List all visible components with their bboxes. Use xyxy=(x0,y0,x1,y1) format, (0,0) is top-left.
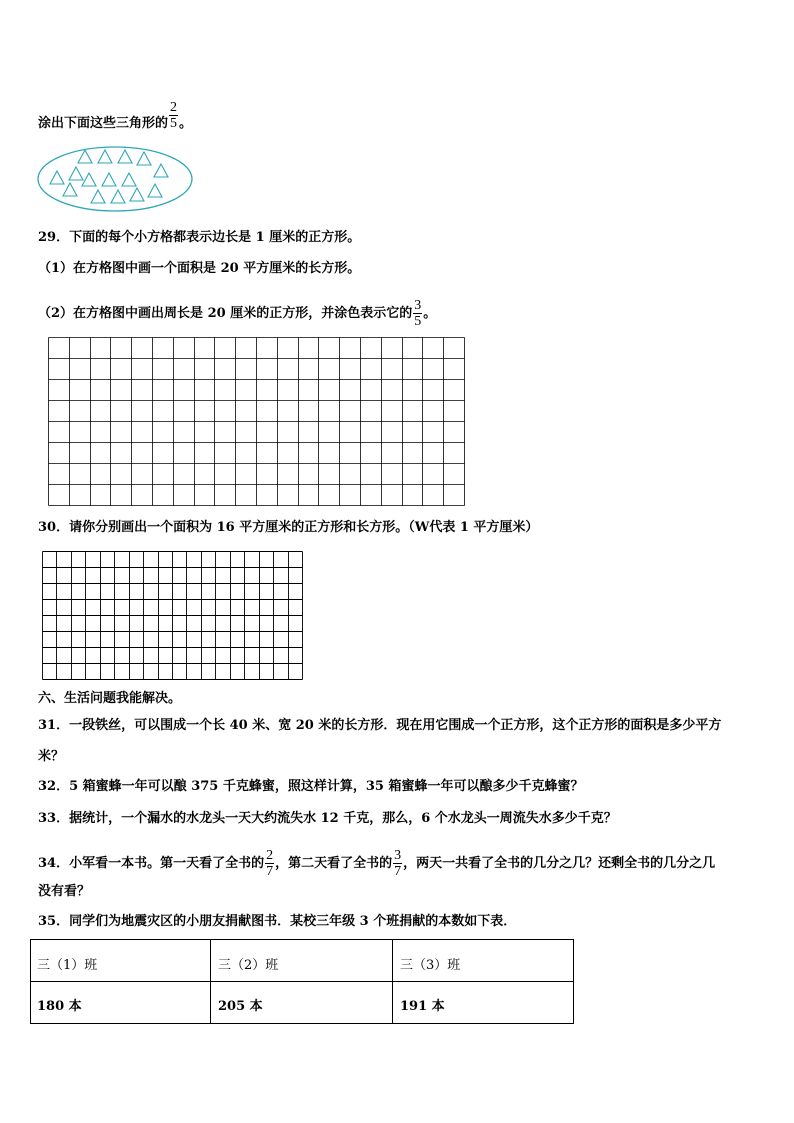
triangle-shape[interactable] xyxy=(91,190,105,203)
grid-q30[interactable] xyxy=(42,551,304,681)
triangle-shape[interactable] xyxy=(154,164,168,177)
triangle-ellipse-figure xyxy=(36,145,196,215)
section6-title: 六、生活问题我能解决。 xyxy=(38,691,182,706)
q33-text: 33．据统计，一个漏水的水龙头一天大约流失水 12 千克，那么，6 个水龙头一周流失水多少千克？ xyxy=(38,811,617,826)
triangle-shape[interactable] xyxy=(118,150,132,163)
grid-q29[interactable] xyxy=(48,337,466,507)
table-value-class1: 180 本 xyxy=(37,999,82,1014)
triangle-shape[interactable] xyxy=(102,173,116,186)
q28-line: 涂出下面这些三角形的 $\frac{2}{5}$ 。 xyxy=(38,100,193,131)
triangle-shape[interactable] xyxy=(122,173,136,186)
q29-title: 29．下面的每个小方格都表示边长是 1 厘米的正方形。 xyxy=(38,230,361,245)
q31-line1: 31．一段铁丝，可以围成一个长 40 米、宽 20 米的长方形．现在用它围成一个正方形，这个正方形的面积是多少平方 xyxy=(38,718,722,733)
table-value-class3: 191 本 xyxy=(400,999,445,1014)
donation-table-border xyxy=(30,939,575,1025)
q32-text: 32．5 箱蜜蜂一年可以酿 375 千克蜂蜜，照这样计算，35 箱蜜蜂一年可以酿多少千克蜂蜜？ xyxy=(38,779,584,794)
triangle-shape[interactable] xyxy=(148,184,162,197)
triangle-shape[interactable] xyxy=(69,167,83,180)
q31-line2: 米？ xyxy=(38,749,65,764)
table-header-class2: 三（2）班 xyxy=(218,958,279,973)
triangle-shape[interactable] xyxy=(82,173,96,186)
q35-title: 35．同学们为地震灾区的小朋友捐献图书．某校三年级 3 个班捐献的本数如下表． xyxy=(38,914,517,929)
triangle-shape[interactable] xyxy=(111,190,125,203)
q30-title: 30．请你分别画出一个面积为 16 平方厘米的正方形和长方形。（W代表 1 平方厘米） xyxy=(38,520,539,535)
triangle-shape[interactable] xyxy=(98,150,112,163)
triangle-shape[interactable] xyxy=(137,152,151,165)
q28-text: 涂出下面这些三角形的 xyxy=(38,116,169,131)
table-header-class1: 三（1）班 xyxy=(37,958,98,973)
q34-line2: 没有看？ xyxy=(38,884,91,899)
q34-fraction-1: $\frac{2}{7}$ xyxy=(266,848,274,879)
triangle-shape[interactable] xyxy=(63,183,77,196)
table-value-class2: 205 本 xyxy=(218,999,263,1014)
q34-line1: 34．小军看一本书。第一天看了全书的 $\frac{2}{7}$ ，第二天看了全书的 $\frac{3}{7}$ ，两天一共看了全书的几分之几？还剩全书的几分之几 xyxy=(38,848,716,879)
triangle-shape[interactable] xyxy=(130,188,144,201)
q29-part2: （2）在方格图中画出周长是 20 厘米的正方形，并涂色表示它的 $\frac{3}{5}$ 。 xyxy=(38,298,437,329)
q29-fraction: $\frac{3}{5}$ xyxy=(414,298,422,329)
q29-part1: （1）在方格图中画一个面积是 20 平方厘米的长方形。 xyxy=(38,261,361,276)
table-header-class3: 三（3）班 xyxy=(400,958,461,973)
q28-fraction: $\frac{2}{5}$ xyxy=(170,100,178,131)
triangle-shape[interactable] xyxy=(50,171,64,184)
triangle-shape[interactable] xyxy=(78,150,92,163)
q34-fraction-2: $\frac{3}{7}$ xyxy=(394,848,402,879)
